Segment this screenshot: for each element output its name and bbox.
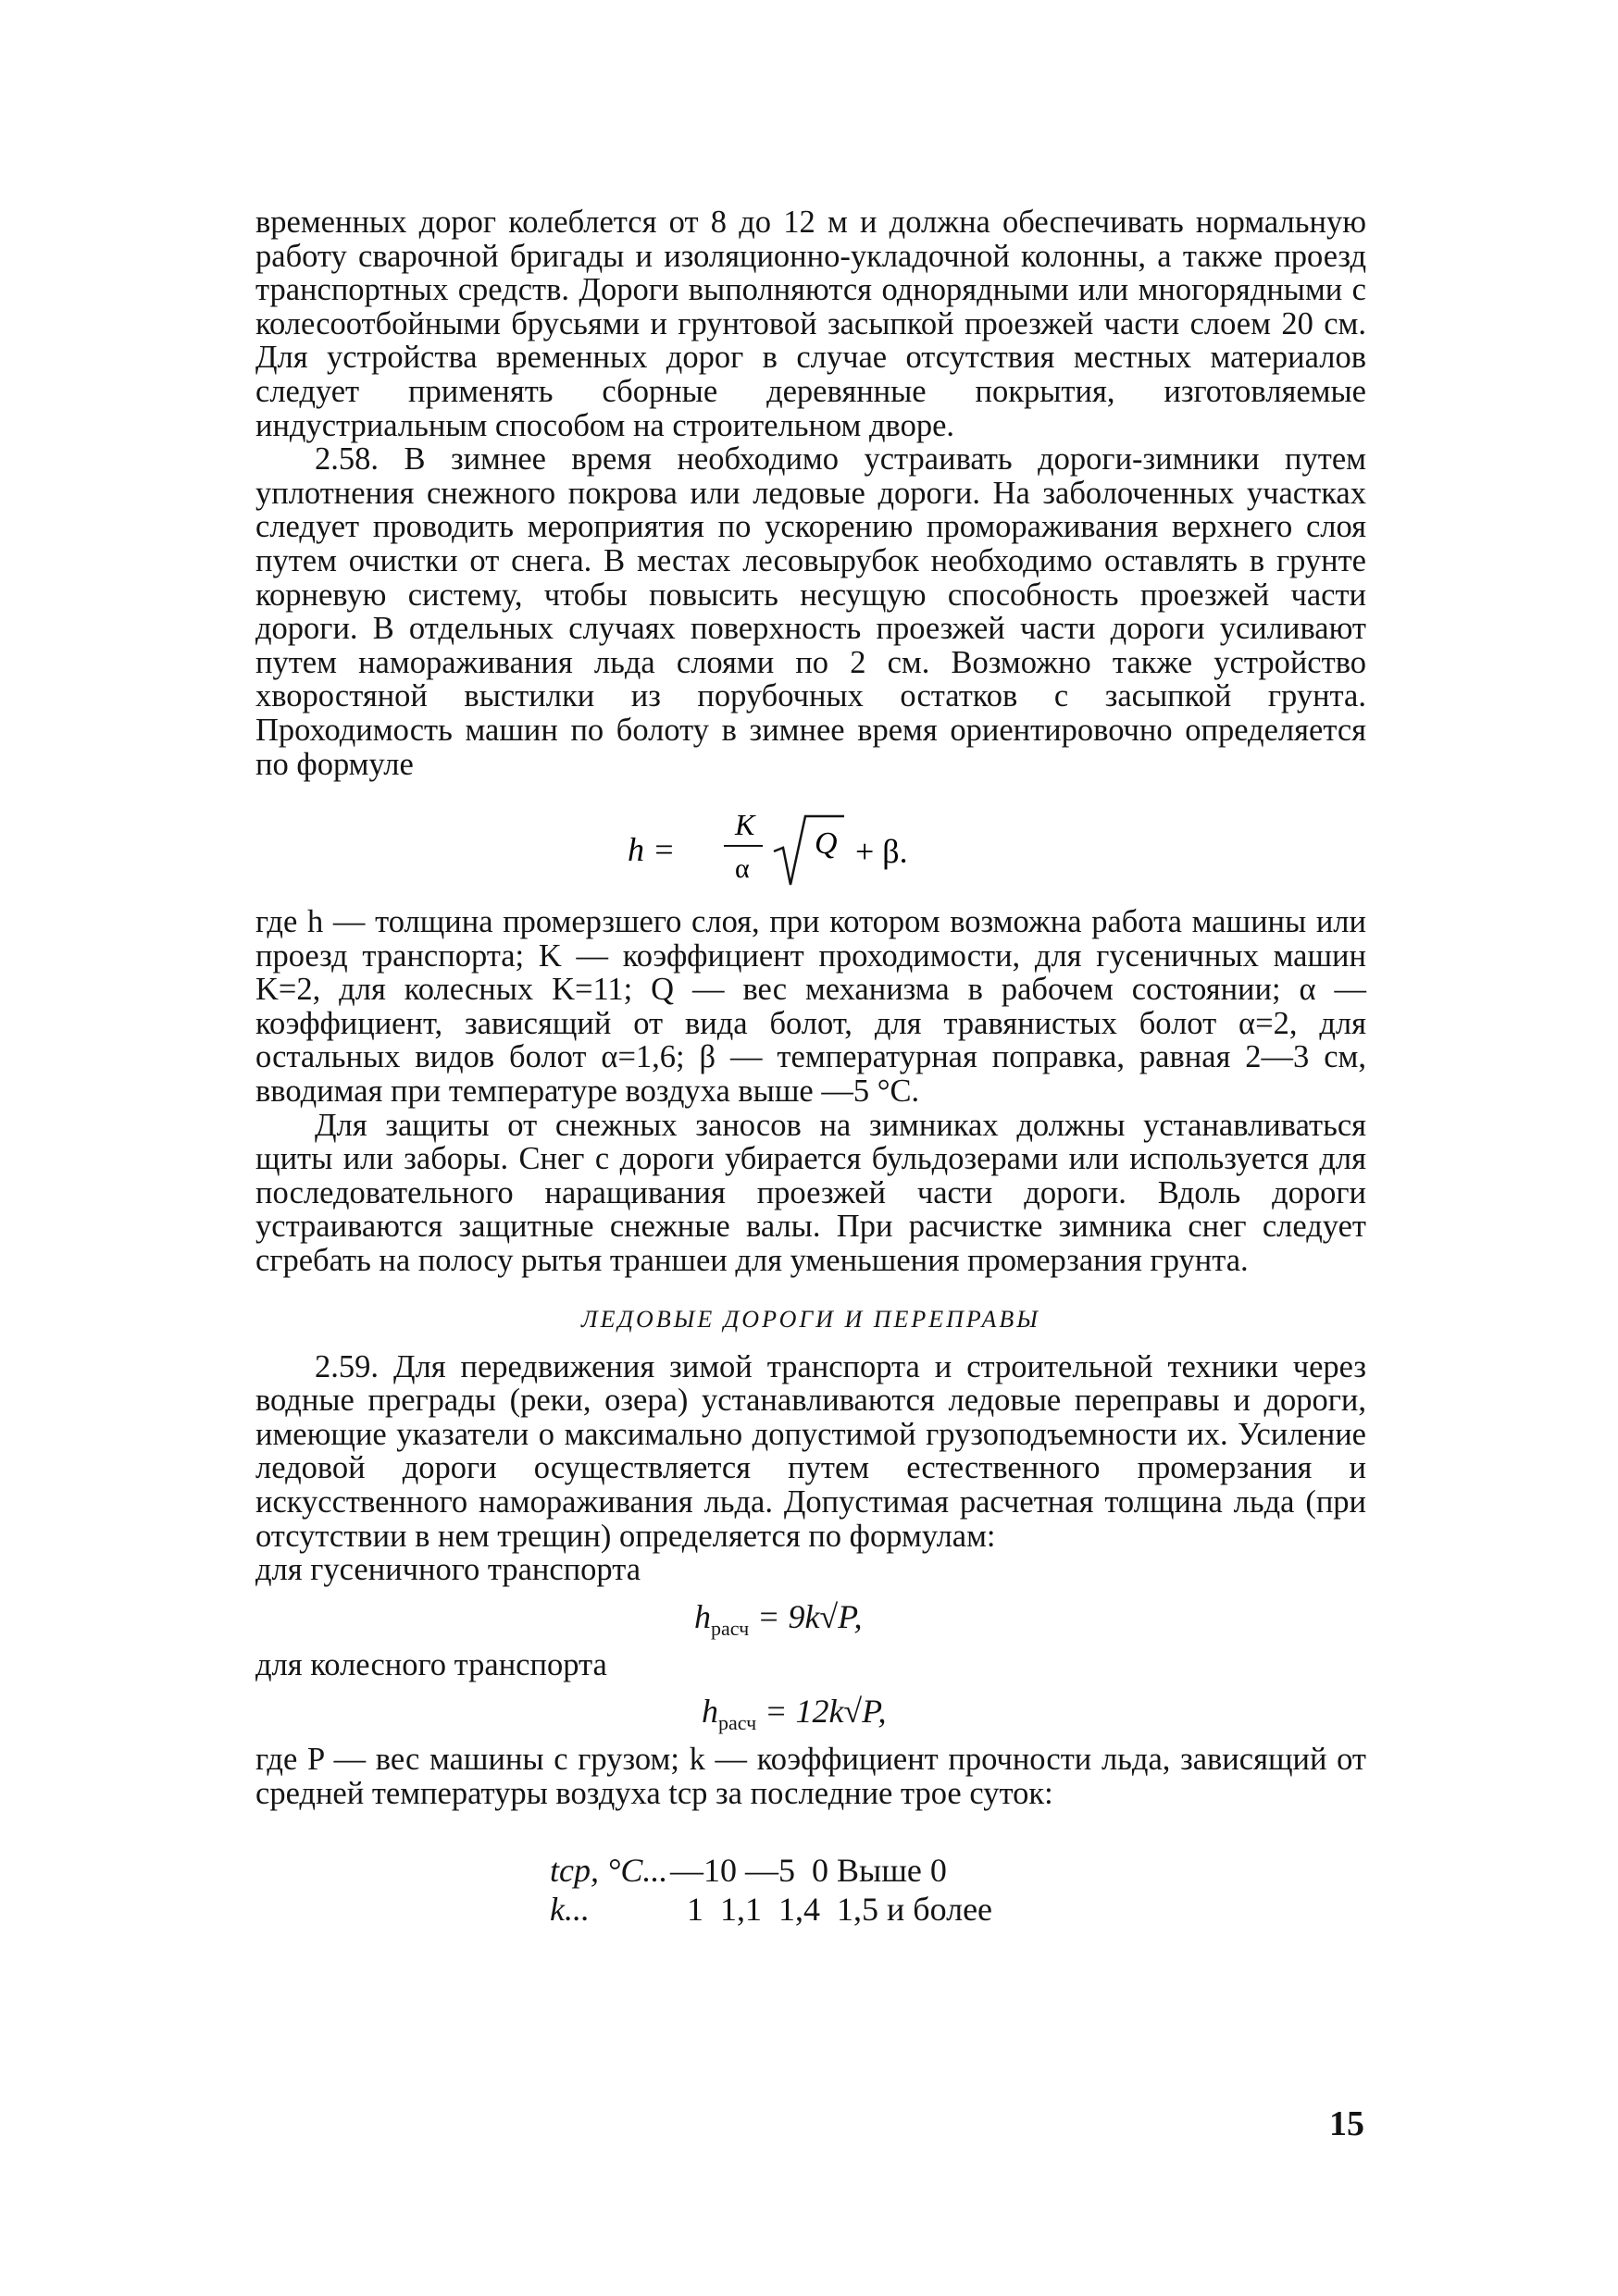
page-body (255, 205, 1366, 1929)
label-wheeled-transport: для колесного транспорта (255, 1646, 607, 1682)
paragraph-definitions: где h — толщина промерзшего слоя, при котором возможна работа машины или проезд транспорта; K — коэффициент проходимости, для гусеничных машин K=2, для колесных K=11; Q — вес механизма в рабочем состоянии; α — коэффициент, зависящий от вида болот, для травянистых болот α=2, для остальных видов болот α=1,6; β — температурная поправка, равная 2—3 см, вводимая при температуре воздуха выше —5 °С. (255, 904, 1366, 1110)
paragraph-2-58: 2.58. В зимнее время необходимо устраивать дороги-зимники путем уплотнения снежного покрова или ледовые дороги. На заболоченных участках следует проводить мероприятия по ускорению промораживания верхнего слоя путем очистки от снега. В местах лесовырубок необходимо оставлять в грунте корневую систему, чтобы повысить несущую способность проезжей части дороги. В отдельных случаях поверхность проезжей части дороги усиливают путем намораживания льда слоями по 2 см. Возможно также устройство хворостяной выстилки из порубочных остатков с засыпкой грунта. Проходимость машин по болоту в зимнее время ориентировочно определяется по формуле (255, 441, 1366, 782)
section-heading: ЛЕДОВЫЕ ДОРОГИ И ПЕРЕПРАВЫ (581, 1305, 1040, 1333)
formula-passability (255, 792, 1366, 894)
formula-tracked-text: $h_{расч} = 9k√P$, (694, 1597, 863, 1640)
formula-wheeled (255, 1687, 1366, 1737)
paragraph-intro: временных дорог колеблется от 8 до 12 м и должна обеспечивать нормальную работу сварочной бригады и изоляционно-укладочной колонны, а также проезд транспортных средств. Дороги выполняются однорядными или многорядными с колесоотбойными брусьями и грунтовой засыпкой проезжей части слоем 20 см. Для устройства временных дорог в случае отсутствия местных материалов следует применять сборные деревянные покрытия, изготовляемые индустриальным способом на строительном дворе. (255, 205, 1366, 443)
paragraph-2-59: 2.59. Для передвижения зимой транспорта и строительной техники через водные преграды (реки, озера) устанавливаются ледовые переправы и дороги, имеющие указатели о максимально допустимой грузоподъемности их. Усиление ледовой дороги осуществляется путем естественного промерзания и искусственного намораживания льда. Допустимая расчетная толщина льда (при отсутствии в нем трещин) определяется по формулам: (255, 1348, 1366, 1554)
k-table-label-t: tср, °С... (550, 1852, 668, 1890)
page-number: 15 (1329, 2104, 1364, 2143)
formula-wheeled-text: $h_{расч} = 12k√P$, (702, 1693, 887, 1735)
paragraph-snow-protection: Для защиты от снежных заносов на зимниках должны устанавливаться щиты или заборы. Снег с дороги убирается бульдозерами или используется для последовательного наращивания проезжей части дороги. Вдоль дороги устраиваются защитные снежные валы. При расчистке зимника снег следует сгребать на полосу рытья траншеи для уменьшения промерзания грунта. (255, 1107, 1366, 1279)
k-table-label-k: k... (550, 1891, 590, 1929)
formula-radicand: Q (815, 826, 838, 862)
label-tracked-transport: для гусеничного транспорта (255, 1552, 641, 1588)
paragraph-where-p: где P — вес машины с грузом; k — коэффициент прочности льда, зависящий от средней температуры воздуха tср за последние трое суток: (255, 1742, 1366, 1811)
k-coefficient-table (255, 1817, 1366, 1929)
formula-numerator: K (735, 808, 755, 842)
formula-tail: + β. (855, 833, 908, 871)
formula-passability-svg (255, 792, 1366, 894)
k-table-values-k: 1 1,1 1,4 1,5 и более (670, 1891, 993, 1929)
formula-lhs: h = (628, 831, 676, 869)
formula-denominator: α (735, 853, 750, 885)
formula-tracked (255, 1593, 1366, 1643)
k-table-row-k (500, 1859, 992, 1961)
k-table-values-t: —10 —5 0 Выше 0 (670, 1852, 947, 1890)
